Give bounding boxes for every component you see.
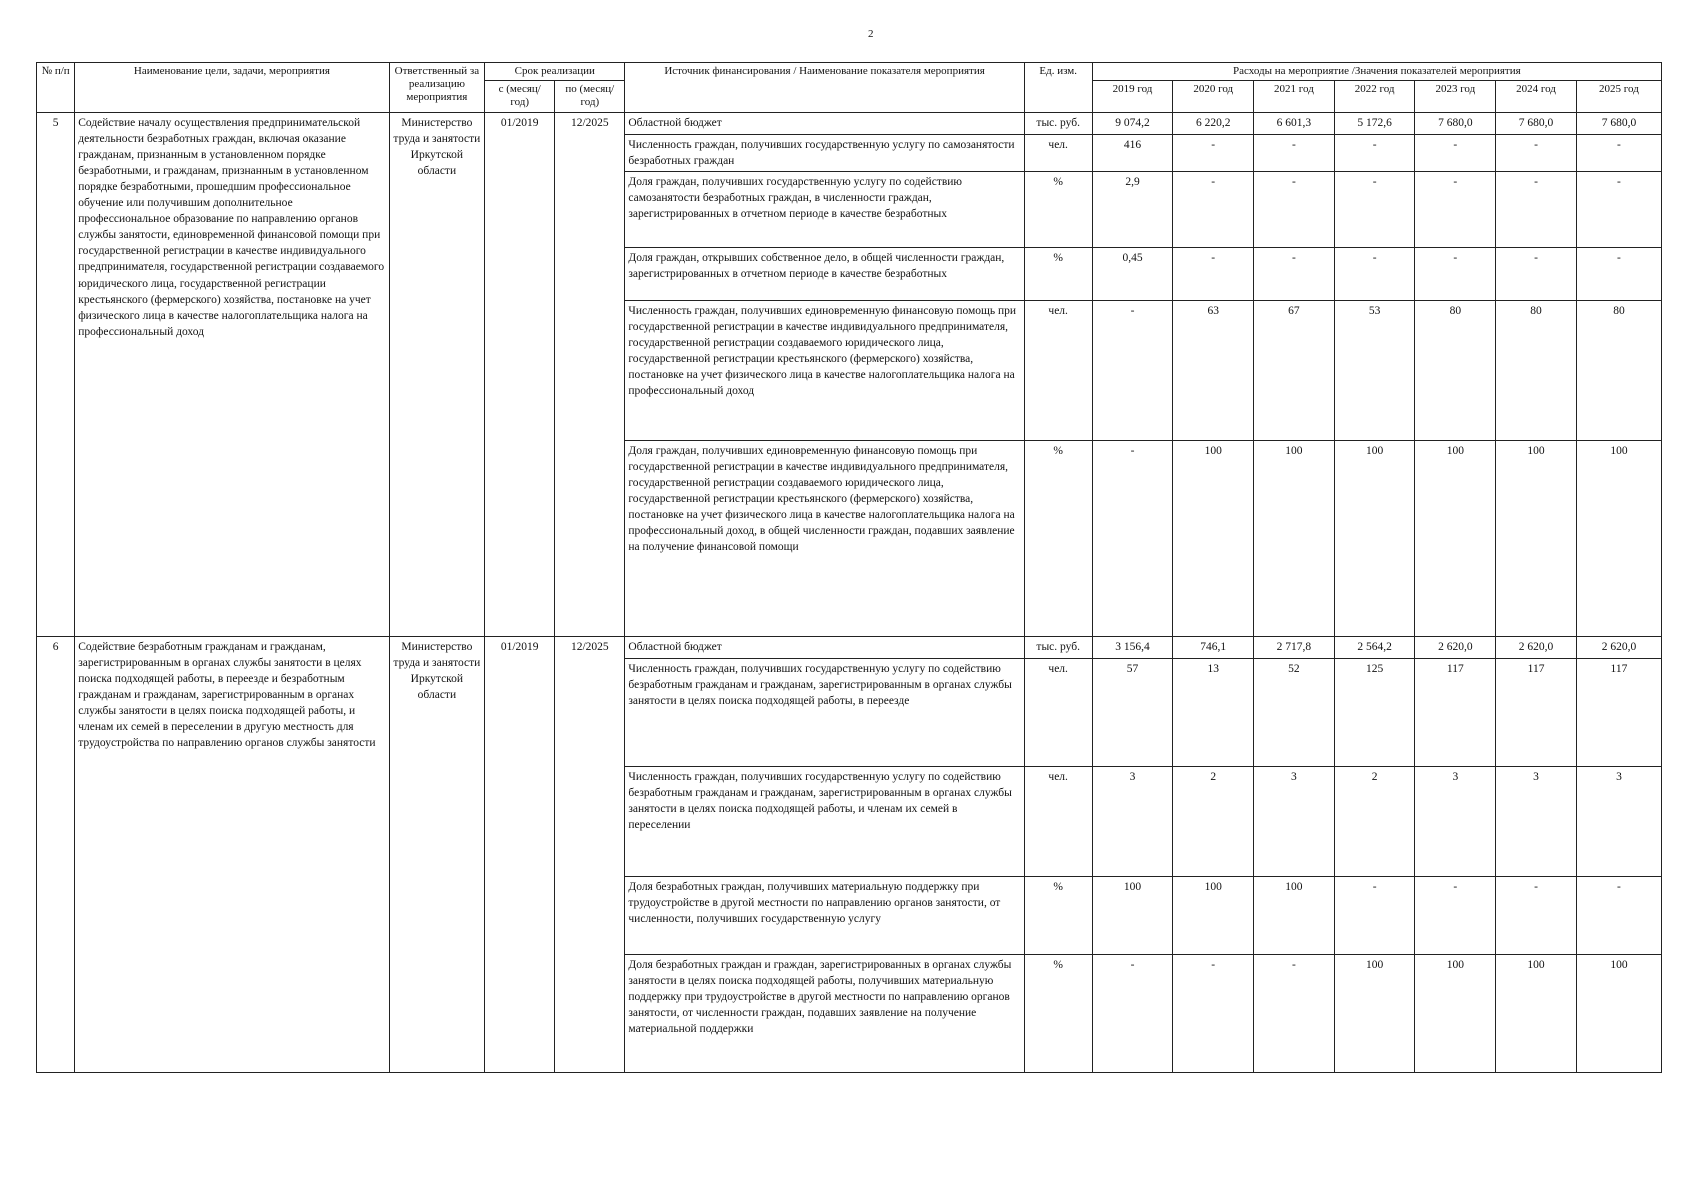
year-value: 117 [1415,658,1496,766]
unit-cell: % [1024,171,1092,247]
unit-cell: чел. [1024,134,1092,171]
year-value: 100 [1415,440,1496,636]
year-value: - [1254,171,1335,247]
year-value: - [1415,134,1496,171]
header-period-to: по (месяц/ год) [555,81,625,112]
year-value: - [1092,954,1173,1072]
year-value: 80 [1415,300,1496,440]
year-value: - [1415,876,1496,954]
year-value: 2 564,2 [1334,636,1415,658]
header-year: 2019 год [1092,81,1173,112]
unit-cell: % [1024,954,1092,1072]
year-value: 5 172,6 [1334,112,1415,134]
year-value: 2 [1334,766,1415,876]
indicator-name: Доля безработных граждан и граждан, зарегистрированных в органах службы занятости в целях поиска подходящей работы, получивших материальную поддержку при трудоустройстве в другой местности по направлению органов занятости, от численности граждан, подавших заявление на получение материальной поддержки [625,954,1024,1072]
header-responsible: Ответственный за реализацию мероприятия [389,63,485,113]
year-value: 7 680,0 [1415,112,1496,134]
year-value: 63 [1173,300,1254,440]
year-value: - [1173,171,1254,247]
year-value: - [1254,247,1335,300]
indicator-name: Доля граждан, получивших государственную услугу по содействию самозанятости безработных граждан, в численности граждан, зарегистрированных в отчетном периоде в качестве безработных [625,171,1024,247]
year-value: - [1173,247,1254,300]
indicator-name: Численность граждан, получивших государственную услугу по содействию безработным гражданам и гражданам, зарегистрированным в органах службы занятости в целях поиска подходящей работы, и членам их семей в переселении [625,766,1024,876]
unit-cell: тыс. руб. [1024,112,1092,134]
year-value: 100 [1254,440,1335,636]
year-value: 100 [1334,954,1415,1072]
year-value: 9 074,2 [1092,112,1173,134]
year-value: 117 [1496,658,1577,766]
year-value: 2 [1173,766,1254,876]
indicator-name: Численность граждан, получивших государственную услугу по содействию безработным гражданам и гражданам, зарегистрированным в органах службы занятости в целях поиска подходящей работы, в переезде [625,658,1024,766]
activity-name: Содействие безработным гражданам и гражданам, зарегистрированным в органах службы занятости в целях поиска подходящей работы, в переезде и безработным гражданам и гражданам, зарегистрированным в органах службы занятости в целях поиска подходящей работы, и членам их семей в переселении в другую местность для трудоустройства по направлению органов службы занятости [75,636,389,1072]
year-value: 2 717,8 [1254,636,1335,658]
table-body [37,112,1662,1072]
indicator-name: Доля граждан, открывших собственное дело, в общей численности граждан, зарегистрированных в отчетном периоде в качестве безработных [625,247,1024,300]
year-value: - [1576,134,1661,171]
indicator-name: Численность граждан, получивших единовременную финансовую помощь при государственной регистрации в качестве индивидуального предпринимателя, государственной регистрации создаваемого юридического лица, государственной регистрации крестьянского (фермерского) хозяйства, постановке на учет физического лица в качестве налогоплательщика налога на профессиональный доход [625,300,1024,440]
header-year: 2024 год [1496,81,1577,112]
year-value: 117 [1576,658,1661,766]
year-value: - [1415,171,1496,247]
period-from: 01/2019 [485,112,555,636]
indicator-name: Областной бюджет [625,636,1024,658]
year-value: - [1334,134,1415,171]
year-value: - [1576,171,1661,247]
header-year: 2023 год [1415,81,1496,112]
year-value: 125 [1334,658,1415,766]
period-from: 01/2019 [485,636,555,1072]
year-value: 3 [1254,766,1335,876]
year-value: 100 [1496,954,1577,1072]
unit-cell: тыс. руб. [1024,636,1092,658]
header-period-from: с (месяц/ год) [485,81,555,112]
year-value: 80 [1576,300,1661,440]
year-value: 100 [1576,954,1661,1072]
year-value: 6 220,2 [1173,112,1254,134]
unit-cell: % [1024,876,1092,954]
year-value: 100 [1334,440,1415,636]
year-value: 3 [1496,766,1577,876]
year-value: - [1496,134,1577,171]
year-value: 0,45 [1092,247,1173,300]
header-year: 2020 год [1173,81,1254,112]
year-value: - [1496,876,1577,954]
year-value: 100 [1254,876,1335,954]
year-value: - [1334,171,1415,247]
year-value: - [1092,300,1173,440]
program-table [36,62,1662,1073]
year-value: 100 [1092,876,1173,954]
year-value: 3 156,4 [1092,636,1173,658]
year-value: 100 [1496,440,1577,636]
year-value: 2 620,0 [1415,636,1496,658]
year-value: 7 680,0 [1496,112,1577,134]
year-value: 746,1 [1173,636,1254,658]
indicator-name: Численность граждан, получивших государственную услугу по самозанятости безработных граждан [625,134,1024,171]
header-expenses: Расходы на мероприятие /Значения показателей мероприятия [1092,63,1661,81]
year-value: 100 [1173,876,1254,954]
unit-cell: чел. [1024,300,1092,440]
year-value: - [1254,134,1335,171]
year-value: - [1092,440,1173,636]
header-year: 2021 год [1254,81,1335,112]
year-value: 67 [1254,300,1335,440]
activity-name: Содействие началу осуществления предпринимательской деятельности безработных граждан, включая оказание гражданам, признанным в установленном порядке безработными, и гражданам, признанным в установленном порядке безработными, прошедшим профессиональное обучение или получившим дополнительное профессиональное образование по направлению органов службы занятости, единовременной финансовой помощи при государственной регистрации в качестве индивидуального предпринимателя, государственной регистрации создаваемого юридического лица, государственной регистрации крестьянского (фермерского) хозяйства, постановке на учет физического лица в качестве налогоплательщика налога на профессиональный доход [75,112,389,636]
year-value: - [1576,876,1661,954]
period-to: 12/2025 [555,112,625,636]
year-value: 6 601,3 [1254,112,1335,134]
year-value: - [1173,954,1254,1072]
unit-cell: чел. [1024,766,1092,876]
year-value: 53 [1334,300,1415,440]
header-num: № п/п [37,63,75,113]
header-year: 2025 год [1576,81,1661,112]
year-value: 2,9 [1092,171,1173,247]
row-number: 6 [37,636,75,1072]
year-value: - [1496,247,1577,300]
year-value: 3 [1092,766,1173,876]
year-value: 416 [1092,134,1173,171]
year-value: 100 [1415,954,1496,1072]
responsible-org: Министерство труда и занятости Иркутской области [389,112,485,636]
year-value: 100 [1173,440,1254,636]
header-name: Наименование цели, задачи, мероприятия [75,63,389,113]
year-value: - [1415,247,1496,300]
indicator-name: Областной бюджет [625,112,1024,134]
row-number: 5 [37,112,75,636]
page-number: 2 [868,28,874,40]
header-period: Срок реализации [485,63,625,81]
year-value: 2 620,0 [1576,636,1661,658]
table-row [37,112,1662,134]
year-value: 3 [1415,766,1496,876]
year-value: 13 [1173,658,1254,766]
year-value: 57 [1092,658,1173,766]
year-value: 52 [1254,658,1335,766]
indicator-name: Доля граждан, получивших единовременную финансовую помощь при государственной регистрации в качестве индивидуального предпринимателя, государственной регистрации создаваемого юридического лица, государственной регистрации крестьянского (фермерского) хозяйства, постановке на учет физического лица в качестве налогоплательщика налога на профессиональный доход, в общей численности граждан, подавших заявление на получение финансовой помощи [625,440,1024,636]
year-value: 100 [1576,440,1661,636]
year-value: - [1173,134,1254,171]
indicator-name: Доля безработных граждан, получивших материальную поддержку при трудоустройстве в другой местности по направлению органов занятости, от численности, получивших государственную услугу [625,876,1024,954]
period-to: 12/2025 [555,636,625,1072]
header-unit: Ед. изм. [1024,63,1092,113]
unit-cell: чел. [1024,658,1092,766]
year-value: 2 620,0 [1496,636,1577,658]
year-value: 80 [1496,300,1577,440]
year-value: - [1334,876,1415,954]
header-source: Источник финансирования / Наименование показателя мероприятия [625,63,1024,113]
header-year: 2022 год [1334,81,1415,112]
year-value: - [1334,247,1415,300]
responsible-org: Министерство труда и занятости Иркутской области [389,636,485,1072]
year-value: - [1576,247,1661,300]
year-value: - [1254,954,1335,1072]
unit-cell: % [1024,440,1092,636]
year-value: - [1496,171,1577,247]
table-row [37,636,1662,658]
year-value: 3 [1576,766,1661,876]
unit-cell: % [1024,247,1092,300]
year-value: 7 680,0 [1576,112,1661,134]
